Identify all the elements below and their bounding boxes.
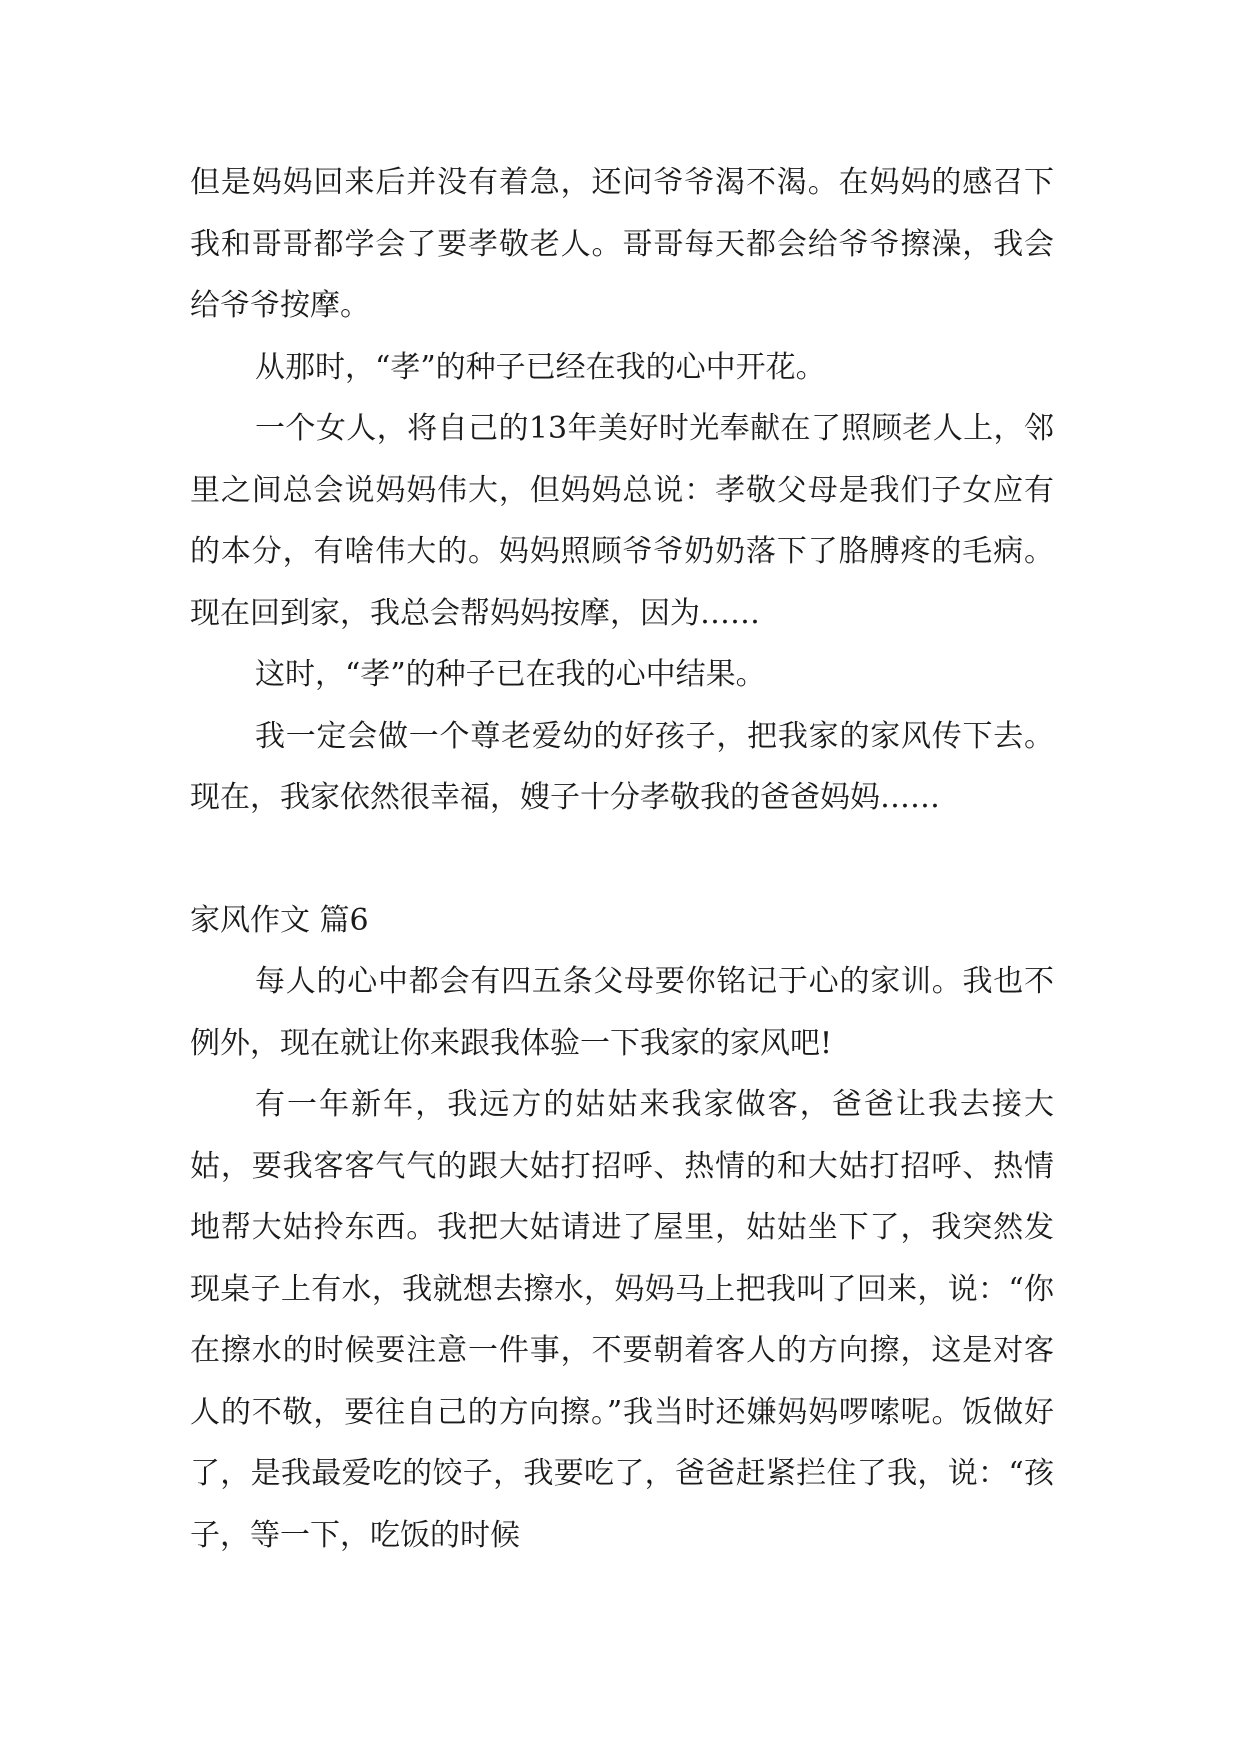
- paragraph-3: 一个女人，将自己的13年美好时光奉献在了照顾老人上，邻里之间总会说妈妈伟大，但妈妈总说：孝敬父母是我们子女应有的本分，有啥伟大的。妈妈照顾爷爷奶奶落下了胳膊疼的毛病。现在回到家，我总会帮妈妈按摩，因为……: [190, 411, 1054, 631]
- paragraph-6: 每人的心中都会有四五条父母要你铭记于心的家训。我也不例外，现在就让你来跟我体验一下我家的家风吧!: [190, 964, 1054, 1061]
- document-page: [190, 152, 1054, 1566]
- section-heading: 家风作文 篇6: [190, 902, 369, 938]
- paragraph-2: 从那时，“孝”的种子已经在我的心中开花。: [255, 349, 826, 385]
- paragraph-5: 我一定会做一个尊老爱幼的好孩子，把我家的家风传下去。现在，我家依然很幸福，嫂子十分孝敬我的爸爸妈妈……: [190, 718, 1054, 815]
- paragraph-7: 有一年新年，我远方的姑姑来我家做客，爸爸让我去接大姑，要我客客气气的跟大姑打招呼、热情的和大姑打招呼、热情地帮大姑拎东西。我把大姑请进了屋里，姑姑坐下了，我突然发现桌子上有水，我就想去擦水，妈妈马上把我叫了回来，说：“你在擦水的时候要注意一件事，不要朝着客人的方向擦，这是对客人的不敬，要往自己的方向擦。”我当时还嫌妈妈啰嗦呢。饭做好了，是我最爱吃的饺子，我要吃了，爸爸赶紧拦住了我，说：“孩子，等一下，吃饭的时候: [190, 1087, 1054, 1553]
- paragraph-1: 但是妈妈回来后并没有着急，还问爷爷渴不渴。在妈妈的感召下我和哥哥都学会了要孝敬老人。哥哥每天都会给爷爷擦澡，我会给爷爷按摩。: [190, 165, 1054, 323]
- paragraph-4: 这时，“孝”的种子已在我的心中结果。: [255, 657, 766, 692]
